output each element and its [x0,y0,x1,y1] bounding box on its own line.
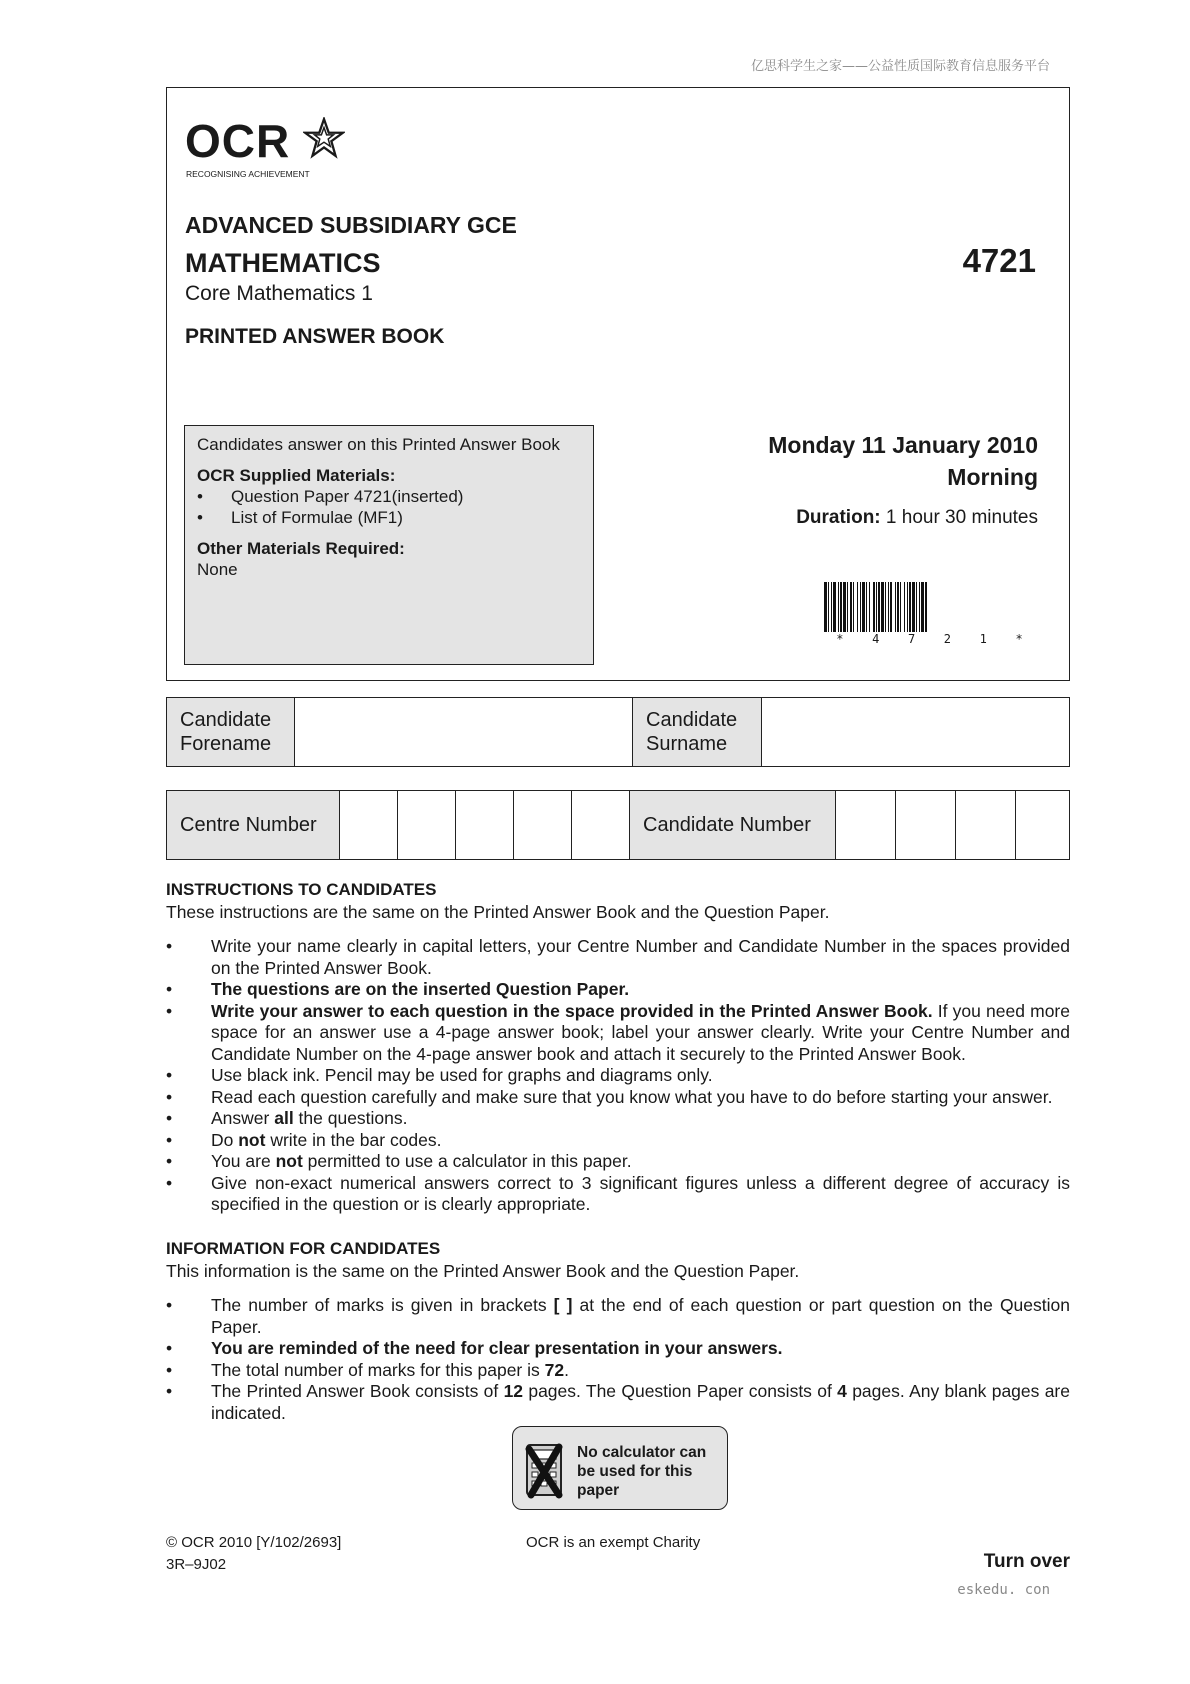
turn-over: Turn over [983,1551,1070,1572]
barcode-bars [822,582,1037,634]
information-item: • The number of marks is given in brackets [ ] at the end of each question or part question on the Question Paper. [166,1295,1070,1338]
supplied-item: • Question Paper 4721(inserted) [197,486,581,507]
candidate-number-table [166,790,1070,860]
materials-box [184,425,594,665]
subject-title: MATHEMATICS [185,248,381,278]
ocr-logo [185,115,345,185]
candidate-number-box[interactable] [1016,791,1069,859]
instruction-item: • Use black ink. Pencil may be used for graphs and diagrams only. [166,1065,1070,1087]
barcode-digits [822,632,1037,646]
forename-field[interactable] [295,698,633,766]
barcode-digit: * [1015,632,1023,646]
logo-tagline: RECOGNISING ACHIEVEMENT [186,169,310,179]
no-calculator-badge [512,1426,728,1510]
duration-label: Duration: [796,507,881,528]
information-heading: INFORMATION FOR CANDIDATES [166,1239,441,1258]
qualification-title: ADVANCED SUBSIDIARY GCE [185,212,517,238]
barcode [822,582,1037,652]
exam-session: Morning [947,464,1038,490]
footer-charity: OCR is an exempt Charity [526,1534,701,1551]
barcode-digit: * [836,632,844,646]
information-item: • The Printed Answer Book consists of 12 pages. The Question Paper consists of 4 pages. Any blank pages are indicated. [166,1381,1070,1424]
star-icon [303,117,345,159]
information-item: • You are reminded of the need for clear presentation in your answers. [166,1338,1070,1360]
information-intro: This information is the same on the Printed Answer Book and the Question Paper. [166,1261,800,1281]
other-materials-heading: Other Materials Required: [197,539,405,558]
surname-field[interactable] [762,698,1069,766]
instruction-item: • Answer all the questions. [166,1108,1070,1130]
materials-intro: Candidates answer on this Printed Answer Book [197,435,560,454]
barcode-digit: 1 [979,632,987,646]
watermark-bottom: eskedu. con [957,1582,1050,1598]
centre-number-box[interactable] [340,791,398,859]
instruction-item: • Give non-exact numerical answers correct to 3 significant figures unless a different degree of accuracy is specified in the question or is clearly appropriate. [166,1173,1070,1216]
other-materials-value: None [197,560,238,579]
barcode-digit: 4 [872,632,880,646]
instruction-item: • The questions are on the inserted Question Paper. [166,979,1070,1001]
supplied-item: • List of Formulae (MF1) [197,507,581,528]
centre-number-box[interactable] [514,791,572,859]
centre-number-box[interactable] [456,791,514,859]
information-item: • The total number of marks for this paper is 72. [166,1360,1070,1382]
surname-label: Candidate Surname [633,698,762,766]
barcode-digit: 7 [907,632,916,646]
instruction-item: • Do not write in the bar codes. [166,1130,1070,1152]
instructions-list [166,936,1070,1216]
supplied-materials-heading: OCR Supplied Materials: [197,466,396,485]
instructions-heading: INSTRUCTIONS TO CANDIDATES [166,880,437,899]
duration-value: 1 hour 30 minutes [885,507,1038,528]
information-list [166,1295,1070,1424]
crossed-calculator-icon [523,1441,565,1499]
instruction-item: • Read each question carefully and make sure that you know what you have to do before starting your answer. [166,1087,1070,1109]
instruction-item: • You are not permitted to use a calculator in this paper. [166,1151,1070,1173]
unit-title: Core Mathematics 1 [185,282,373,305]
forename-label: Candidate Forename [167,698,295,766]
centre-number-box[interactable] [572,791,630,859]
logo-text: OCR [185,115,291,167]
exam-duration [700,507,1038,529]
candidate-name-table [166,697,1070,767]
centre-number-label: Centre Number [167,791,340,859]
instruction-item: • Write your name clearly in capital letters, your Centre Number and Candidate Number in the spaces provided on the Printed Answer Book. [166,936,1070,979]
candidate-number-label: Candidate Number [630,791,836,859]
centre-number-box[interactable] [398,791,456,859]
candidate-number-box[interactable] [956,791,1016,859]
candidate-number-box[interactable] [836,791,896,859]
no-calculator-text: No calculator can be used for this paper [577,1444,707,1499]
footer-reference: 3R–9J02 [166,1556,227,1573]
exam-date: Monday 11 January 2010 [768,432,1038,458]
watermark-top: 亿思科学生之家——公益性质国际教育信息服务平台 [750,59,1050,74]
barcode-digit: 2 [943,632,952,646]
book-type: PRINTED ANSWER BOOK [185,325,445,348]
candidate-number-box[interactable] [896,791,956,859]
instructions-intro: These instructions are the same on the Printed Answer Book and the Question Paper. [166,902,830,922]
paper-code: 4721 [962,242,1036,279]
footer-copyright: © OCR 2010 [Y/102/2693] [166,1534,342,1551]
instruction-item: • Write your answer to each question in the space provided in the Printed Answer Book. If you need more space for an answer use a 4-page answer book; label your answer clearly. Write your Centre Number and Candidate Number on the 4-page answer book and attach it securely to the Printed Answer Book. [166,1001,1070,1066]
